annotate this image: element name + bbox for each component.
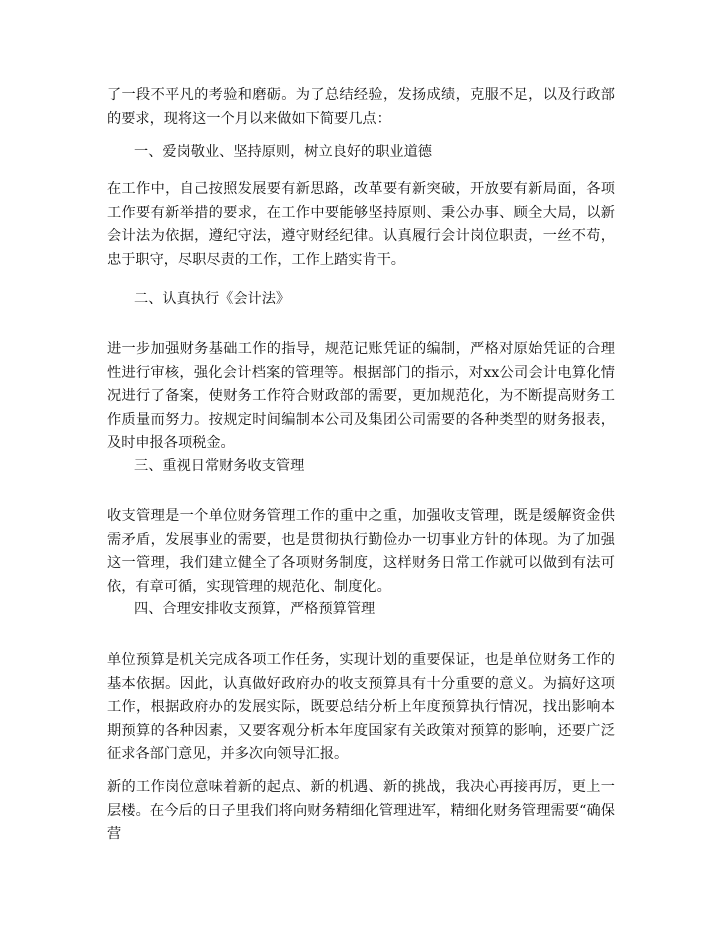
section-heading-3: 三、重视日常财务收支管理 <box>134 458 305 474</box>
section-body-4: 单位预算是机关完成各项工作任务，实现计划的重要保证，也是单位财务工作的基本依据。因此，认真做好政府办的收支预算具有十分重要的意义。为搞好这项工作，根据政府办的发展实际，既要总结分析上年度预算执行情况，找出影响本期预算的各种因素，又要客观分析本年度国家有关政策对预算的影响，还要广泛征求各部门意见，并多次向领导汇报。 <box>107 652 615 763</box>
section-heading-1: 一、爱岗敬业、坚持原则，树立良好的职业道德 <box>134 144 432 160</box>
section-heading-4: 四、合理安排收支预算，严格预算管理 <box>134 601 376 617</box>
section-heading-2: 二、认真执行《会计法》 <box>134 291 291 307</box>
closing-paragraph: 新的工作岗位意味着新的起点、新的机遇、新的挑战，我决心再接再厉，更上一层楼。在今后的日子里我们将向财务精细化管理进军，精细化财务管理需要“确保营 <box>107 779 615 843</box>
section-body-2: 进一步加强财务基础工作的指导，规范记账凭证的编制，严格对原始凭证的合理性进行审核，强化会计档案的管理等。根据部门的指示，对xx公司会计电算化情况进行了备案，使财务工作符合财政部的需要，更加规范化，为不断提高财务工作质量而努力。按规定时间编制本公司及集团公司需要的各种类型的财务报表，及时申报各项税金。 <box>107 341 615 452</box>
intro-paragraph: 了一段不平凡的考验和磨砺。为了总结经验，发扬成绩，克服不足，以及行政部的要求，现将这一个月以来做如下简要几点： <box>107 87 615 127</box>
section-body-3: 收支管理是一个单位财务管理工作的重中之重，加强收支管理，既是缓解资金供需矛盾，发展事业的需要，也是贯彻执行勤俭办一切事业方针的体现。为了加强这一管理，我们建立健全了各项财务制度，这样财务日常工作就可以做到有法可依，有章可循，实现管理的规范化、制度化。 <box>107 508 615 595</box>
section-body-1: 在工作中，自己按照发展要有新思路，改革要有新突破，开放要有新局面，各项工作要有新举措的要求，在工作中要能够坚持原则、秉公办事、顾全大局，以新会计法为依据，遵纪守法，遵守财经纪律。认真履行会计岗位职责，一丝不苟，忠于职守，尽职尽责的工作，工作上踏实肯干。 <box>107 181 615 268</box>
